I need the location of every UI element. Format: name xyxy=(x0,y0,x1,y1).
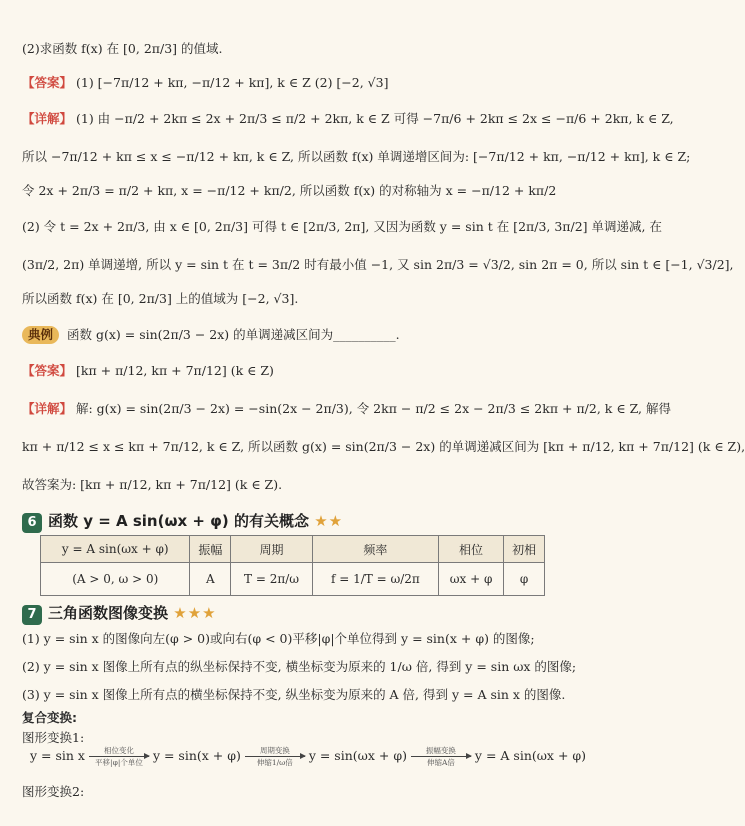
flow-expr-3: y = A sin(ωx + φ) xyxy=(474,748,587,763)
flow-arrow-2 xyxy=(245,746,305,767)
detail-line-3: 令 2x + 2π/3 = π/2 + kπ, x = −π/12 + kπ/2, 所以函数 f(x) 的对称轴为 x = −π/12 + kπ/2 xyxy=(22,183,557,198)
detail-line-2: 所以 −7π/12 + kπ ≤ x ≤ −π/12 + kπ, k ∈ Z, 所以函数 f(x) 单调递增区间为: [−7π/12 + kπ, −π/12 + kπ], k ∈ Z; xyxy=(22,149,691,164)
example-detail-2: kπ + π/12 ≤ x ≤ kπ + 7π/12, k ∈ Z, 所以函数 g(x) = sin(2π/3 − 2x) 的单调递减区间为 [kπ + π/12, kπ + 7π/12] (k ∈ Z), xyxy=(22,439,745,454)
transform-2: (2) y = sin x 图像上所有点的纵坐标保持不变, 横坐标变为原来的 1/ω 倍, 得到 y = sin ωx 的图像; xyxy=(22,659,577,674)
flow-arrow-1-top: 相位变化 xyxy=(103,746,134,755)
section-6-text: 函数 y = A sin(ωx + φ) 的有关概念 xyxy=(48,512,309,530)
example-detail-text-1: 解: g(x) = sin(2π/3 − 2x) = −sin(2x − 2π/3), 令 2kπ − π/2 ≤ 2x − 2π/3 ≤ 2kπ + π/2, k ∈ Z, 解得 xyxy=(76,401,671,416)
transform-1: (1) y = sin x 的图像向左(φ > 0)或向右(φ < 0)平移|φ|个单位得到 y = sin(x + φ) 的图像; xyxy=(22,631,535,646)
answer2-text: [kπ + π/12, kπ + 7π/12] (k ∈ Z) xyxy=(76,363,274,378)
section-6-stars: ★★ xyxy=(314,512,344,530)
example-detail-1 xyxy=(22,400,671,418)
answer-text: (1) [−7π/12 + kπ, −π/12 + kπ], k ∈ Z (2) [−2, √3] xyxy=(76,75,389,90)
transform-3: (3) y = sin x 图像上所有点的横坐标保持不变, 纵坐标变为原来的 A 倍, 得到 y = A sin x 的图像. xyxy=(22,687,566,702)
table-header-cell: 频率 xyxy=(312,536,438,563)
flow-arrow-3 xyxy=(411,746,471,767)
section-6-number: 6 xyxy=(22,513,42,533)
flow-arrow-2-top: 周期变换 xyxy=(259,746,290,755)
detail-text-1: (1) 由 −π/2 + 2kπ ≤ 2x + 2π/3 ≤ π/2 + 2kπ, k ∈ Z 可得 −7π/6 + 2kπ ≤ 2x ≤ −π/6 + 2kπ, k ∈ Z, xyxy=(76,111,674,126)
example-detail-label: 【详解】 xyxy=(22,401,73,416)
flow-arrow-3-bottom: 伸缩A倍 xyxy=(426,758,455,767)
table-header-cell: 周期 xyxy=(231,536,313,563)
table-header-cell: 相位 xyxy=(438,536,503,563)
table-cell: φ xyxy=(504,563,545,596)
table-cell: f = 1/T = ω/2π xyxy=(312,563,438,596)
flow-arrow-2-bottom: 伸缩1/ω倍 xyxy=(256,758,293,767)
concepts-table xyxy=(40,535,545,596)
answer2-label: 【答案】 xyxy=(22,363,73,378)
example-text: 函数 g(x) = sin(2π/3 − 2x) 的单调递减区间为__________. xyxy=(67,327,400,342)
table-header-cell: 振幅 xyxy=(190,536,231,563)
detail-line-4: (2) 令 t = 2x + 2π/3, 由 x ∈ [0, 2π/3] 可得 t ∈ [2π/3, 2π], 又因为函数 y = sin t 在 [2π/3, 3π/2] 单调递减, 在 xyxy=(22,219,662,234)
table-cell: ωx + φ xyxy=(438,563,503,596)
table-header-row xyxy=(41,536,545,563)
composite-heading: 复合变换: xyxy=(22,710,77,725)
example-line xyxy=(22,326,626,344)
detail-line-5: (3π/2, 2π) 单调递增, 所以 y = sin t 在 t = 3π/2 时有最小值 −1, 又 sin 2π/3 = √3/2, sin 2π = 0, 所以 sin t ∈ [−1, √3/2], xyxy=(22,257,734,272)
table-header-cell: 初相 xyxy=(504,536,545,563)
table-header-cell: y = A sin(ωx + φ) xyxy=(41,536,190,563)
table-cell: T = 2π/ω xyxy=(231,563,313,596)
flow-expr-2: y = sin(ωx + φ) xyxy=(308,748,407,763)
section-7-title xyxy=(22,602,217,625)
question-2: (2)求函数 f(x) 在 [0, 2π/3] 的值域. xyxy=(22,41,223,56)
path-1-label: 图形变换1: xyxy=(22,730,85,745)
flow-arrow-1-bottom: 平移|φ|个单位 xyxy=(95,758,143,767)
table-cell: (A > 0, ω > 0) xyxy=(41,563,190,596)
detail-label: 【详解】 xyxy=(22,111,73,126)
detail-line-1 xyxy=(22,110,674,128)
flow-expr-0: y = sin x xyxy=(30,748,85,763)
flow-arrow-3-top: 振幅变换 xyxy=(425,746,456,755)
detail-line-6: 所以函数 f(x) 在 [0, 2π/3] 上的值域为 [−2, √3]. xyxy=(22,291,299,306)
table-row xyxy=(41,563,545,596)
transform-flow xyxy=(30,746,586,767)
section-7-text: 三角函数图像变换 xyxy=(48,604,169,622)
section-6-title xyxy=(22,510,343,533)
section-7-number: 7 xyxy=(22,605,42,625)
flow-expr-1: y = sin(x + φ) xyxy=(152,748,241,763)
example-detail-3: 故答案为: [kπ + π/12, kπ + 7π/12] (k ∈ Z). xyxy=(22,477,283,492)
answer-line xyxy=(22,74,626,92)
flow-arrow-1 xyxy=(89,746,149,767)
answer2-line xyxy=(22,362,626,380)
path-2-label: 图形变换2: xyxy=(22,784,85,799)
table-cell: A xyxy=(190,563,231,596)
example-label: 典例 xyxy=(22,326,59,344)
answer-label: 【答案】 xyxy=(22,75,73,90)
section-7-stars: ★★★ xyxy=(173,604,217,622)
